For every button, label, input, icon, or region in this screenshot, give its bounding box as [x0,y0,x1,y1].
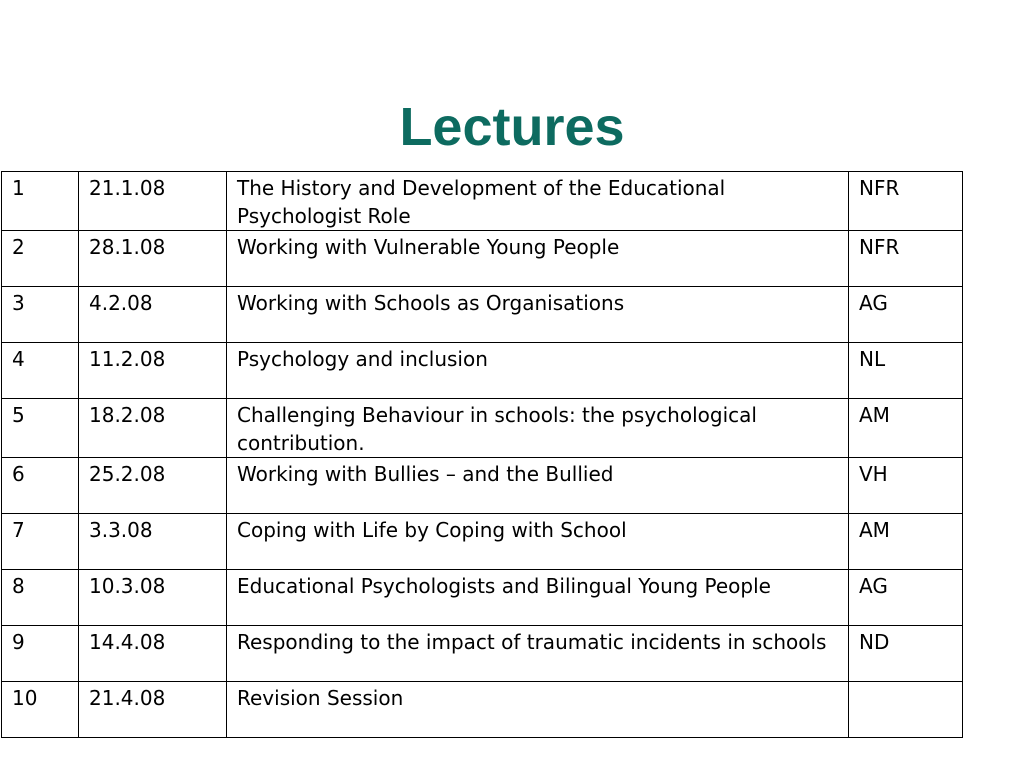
lecturer-initials: AM [849,399,963,458]
lecture-date: 3.3.08 [79,514,227,570]
table-row [2,343,963,399]
lecture-title: Working with Schools as Organisations [227,287,849,343]
lecture-date: 14.4.08 [79,626,227,682]
lecture-title: Working with Bullies – and the Bullied [227,458,849,514]
lecture-date: 10.3.08 [79,570,227,626]
table-row [2,458,963,514]
lecture-number: 1 [2,172,79,231]
lecturer-initials: VH [849,458,963,514]
lecturer-initials: AG [849,287,963,343]
lecturer-initials: AM [849,514,963,570]
lecture-number: 5 [2,399,79,458]
lecture-title: Educational Psychologists and Bilingual Young People [227,570,849,626]
lecture-schedule-table [1,171,963,738]
lecture-number: 4 [2,343,79,399]
lecture-number: 10 [2,682,79,738]
lecture-date: 18.2.08 [79,399,227,458]
table-row [2,570,963,626]
lecture-number: 7 [2,514,79,570]
lecture-title: Revision Session [227,682,849,738]
slide-title: Lectures [399,97,625,158]
lecturer-initials [849,682,963,738]
table-row [2,682,963,738]
lecture-title: Challenging Behaviour in schools: the psychological contribution. [227,399,849,458]
lecture-date: 28.1.08 [79,231,227,287]
lecturer-initials: ND [849,626,963,682]
lecture-date: 21.1.08 [79,172,227,231]
lecture-number: 9 [2,626,79,682]
lecturer-initials: NL [849,343,963,399]
lecture-date: 25.2.08 [79,458,227,514]
table-row [2,626,963,682]
lecture-title: Coping with Life by Coping with School [227,514,849,570]
lecture-date: 11.2.08 [79,343,227,399]
lecture-number: 2 [2,231,79,287]
lecture-title: The History and Development of the Educational Psychologist Role [227,172,849,231]
lecture-title: Responding to the impact of traumatic incidents in schools [227,626,849,682]
lecture-title: Psychology and inclusion [227,343,849,399]
lecture-date: 4.2.08 [79,287,227,343]
lecture-number: 8 [2,570,79,626]
lecturer-initials: NFR [849,172,963,231]
lecture-date: 21.4.08 [79,682,227,738]
lecture-title: Working with Vulnerable Young People [227,231,849,287]
lecture-number: 3 [2,287,79,343]
table-row [2,399,963,458]
lecture-number: 6 [2,458,79,514]
lecturer-initials: NFR [849,231,963,287]
table-row [2,514,963,570]
lecturer-initials: AG [849,570,963,626]
table-row [2,287,963,343]
table-row [2,172,963,231]
table-row [2,231,963,287]
